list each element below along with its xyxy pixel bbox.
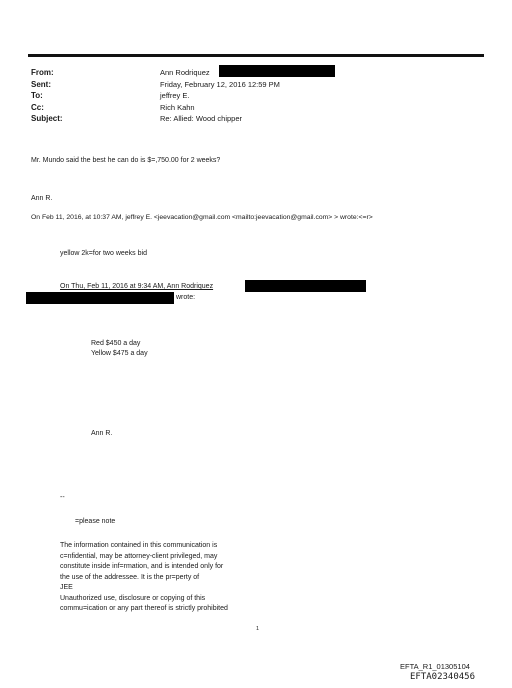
cc-value: Rich Kahn — [160, 103, 195, 112]
cc-label: Cc: — [31, 103, 44, 112]
disclaimer-line: commu=ication or any part thereof is strictly prohibited — [60, 605, 228, 612]
signature-dashes: -- — [60, 494, 65, 501]
sent-label: Sent: — [31, 80, 51, 89]
bates-id-2: EFTA02340456 — [410, 672, 476, 682]
subject-label: Subject: — [31, 114, 63, 123]
disclaimer-block — [60, 541, 228, 615]
header-rule — [28, 54, 484, 57]
subject-value: Re: Allied: Wood chipper — [160, 114, 242, 123]
from-value: Ann Rodriquez — [160, 68, 210, 77]
quote-wrote: wrote: — [176, 294, 196, 301]
redaction-quote-name — [245, 280, 366, 292]
please-note: =please note — [75, 518, 116, 525]
signature-2: Ann R. — [91, 430, 113, 437]
message-line: Mr. Mundo said the best he can do is $=,750.00 for 2 weeks? — [31, 157, 221, 164]
from-label: From: — [31, 68, 54, 77]
signature: Ann R. — [31, 195, 53, 202]
price-red: Red $450 a day — [91, 340, 141, 347]
quote-body-1: yellow 2k=for two weeks bid — [60, 250, 147, 257]
bates-id-1: EFTA_R1_01305104 — [400, 662, 470, 671]
price-yellow: Yellow $475 a day — [91, 350, 148, 357]
disclaimer-line: The information contained in this communication is — [60, 542, 218, 549]
disclaimer-line: the use of the addressee. It is the pr=perty of — [60, 573, 200, 581]
quote-intro-2: On Thu, Feb 11, 2016 at 9:34 AM, Ann Rodriquez — [60, 283, 214, 290]
redaction-from — [219, 65, 335, 77]
disclaimer-line: Unauthorized use, disclosure or copying of this — [60, 594, 206, 602]
disclaimer-line: constitute inside inf=rmation, and is intended only for — [60, 563, 224, 570]
disclaimer-line: c=nfidential, may be attorney-client privileged, may — [60, 552, 218, 560]
redaction-quote-email — [26, 292, 174, 304]
disclaimer-line: JEE — [60, 584, 73, 591]
page-number: 1 — [256, 626, 260, 632]
to-label: To: — [31, 91, 43, 100]
sent-value: Friday, February 12, 2016 12:59 PM — [160, 80, 280, 89]
to-value: jeffrey E. — [160, 91, 190, 100]
quote-intro-1: On Feb 11, 2016, at 10:37 AM, jeffrey E. <jeevacation@gmail.com <mailto:jeevacation@gmail.com> > wrote:<=r> — [31, 214, 373, 221]
